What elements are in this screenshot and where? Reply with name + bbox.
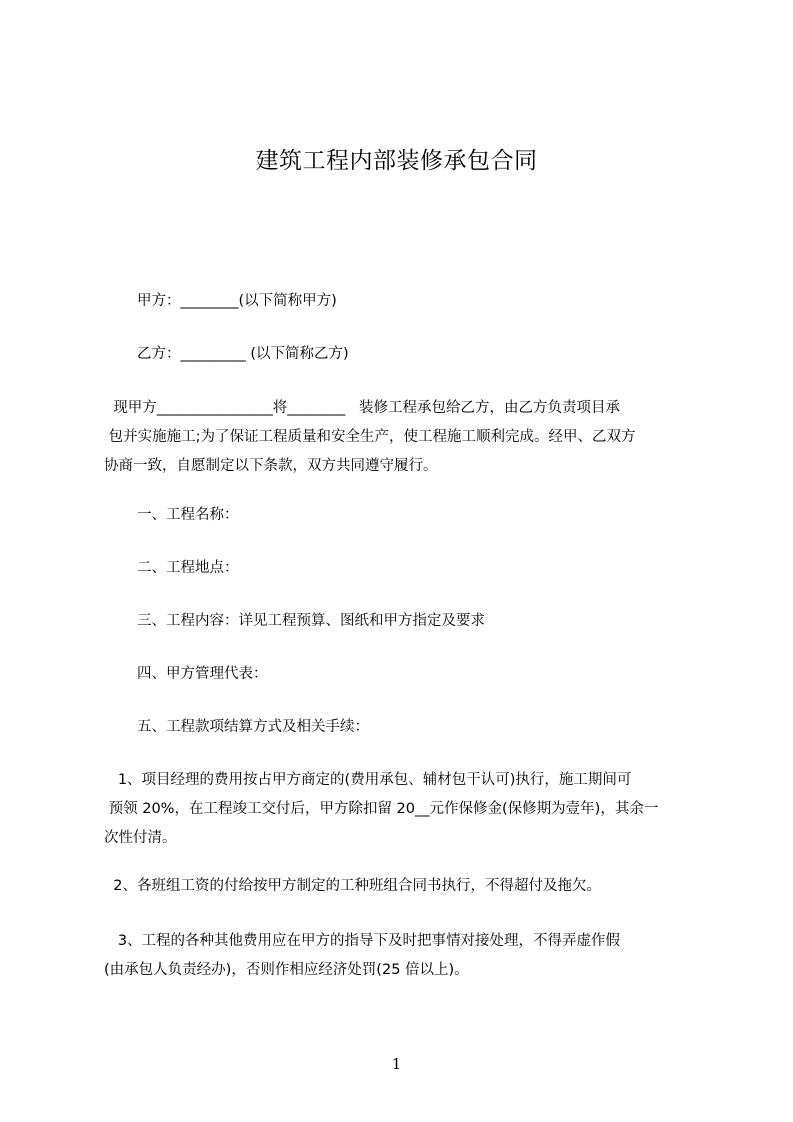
clause-line: 次性付清。 xyxy=(104,830,177,846)
party-a-line: 甲方：________(以下简称甲方) xyxy=(137,293,337,309)
clause-line: 3、工程的各种其他费用应在甲方的指导下及时把事情对接处理，不得弄虚作假 xyxy=(104,933,621,949)
intro-line: 协商一致，自愿制定以下条款，双方共同遵守履行。 xyxy=(104,458,438,474)
section-project-content: 三、工程内容：详见工程预算、图纸和甲方指定及要求 xyxy=(137,613,485,629)
clause-line: 预领 20%，在工程竣工交付后，甲方除扣留 20__元作保修金(保修期为壹年)，其余一 xyxy=(104,801,659,817)
section-project-location: 二、工程地点： xyxy=(137,560,239,576)
intro-paragraph xyxy=(104,394,704,481)
clause-line: (由承包人负责经办)，否则作相应经济处罚(25 倍以上)。 xyxy=(104,962,469,978)
section-project-name: 一、工程名称： xyxy=(137,507,239,523)
section-payment-settlement: 五、工程款项结算方式及相关手续： xyxy=(137,719,369,735)
clause-2-line: 2、各班组工资的付给按甲方制定的工种班组合同书执行，不得超付及拖欠。 xyxy=(104,878,601,894)
clause-1-paragraph xyxy=(104,766,704,853)
intro-line: 包并实施施工;为了保证工程质量和安全生产，使工程施工顺利完成。经甲、乙双方 xyxy=(104,429,636,445)
intro-line: 现甲方________________将________ 装修工程承包给乙方，由乙方负责项目承 xyxy=(104,400,621,416)
clause-line: 1、项目经理的费用按占甲方商定的(费用承包、辅材包干认可)执行，施工期间可 xyxy=(104,772,632,788)
section-party-a-representative: 四、甲方管理代表： xyxy=(137,666,268,682)
clause-3-paragraph xyxy=(104,927,704,985)
page-number: 1 xyxy=(391,1055,402,1073)
document-title: 建筑工程内部装修承包合同 xyxy=(255,148,538,174)
party-b-line: 乙方：_________ (以下简称乙方) xyxy=(137,346,349,362)
